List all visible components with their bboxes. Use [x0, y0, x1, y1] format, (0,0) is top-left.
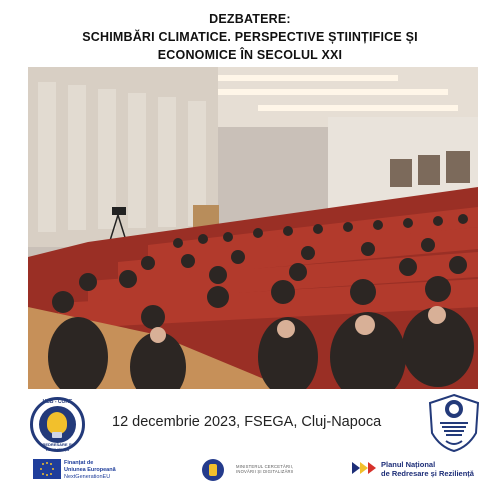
event-info-row — [0, 395, 500, 455]
eu-line-2: Uniunea Europeană — [64, 467, 116, 473]
pnrr-text — [381, 460, 474, 478]
funding-footer — [0, 458, 500, 488]
title-line-3: ECONOMICE ÎN SECOLUL XXI — [157, 48, 343, 62]
eu-line-1: Finanțat de — [64, 460, 94, 466]
romania-crest-icon — [202, 459, 224, 481]
title-line-1: DEZBATERE: — [209, 12, 291, 26]
eu-flag-icon — [33, 459, 61, 479]
logo-top-text: UBB - CORE — [42, 399, 73, 405]
ministry-text — [236, 464, 294, 475]
logo-bottom-text: REDRESARE ȘI REZILIENȚĂ — [42, 442, 73, 452]
pnrr-line-1: Planul Național — [381, 460, 436, 469]
pnrr-line-2: de Redresare și Reziliență — [381, 469, 474, 478]
shield-icon — [428, 393, 480, 453]
auditorium-illustration — [28, 67, 478, 389]
auditorium-photo — [28, 67, 478, 389]
pnrr-logo-icon — [352, 460, 378, 476]
eu-funding-text — [64, 460, 116, 481]
eu-line-3: NextGenerationEU — [64, 474, 111, 480]
ministry-line-1: MINISTERUL CERCETĂRII, — [236, 464, 294, 469]
header — [0, 10, 500, 64]
ministry-line-2: INOVĂRII ȘI DIGITALIZĂRII — [236, 469, 294, 475]
university-seal-logo — [428, 393, 480, 453]
event-details: 12 decembrie 2023, FSEGA, Cluj-Napoca — [112, 414, 382, 430]
title-line-2: SCHIMBĂRI CLIMATICE. PERSPECTIVE ȘTIINȚIFICE ȘI — [82, 30, 418, 44]
